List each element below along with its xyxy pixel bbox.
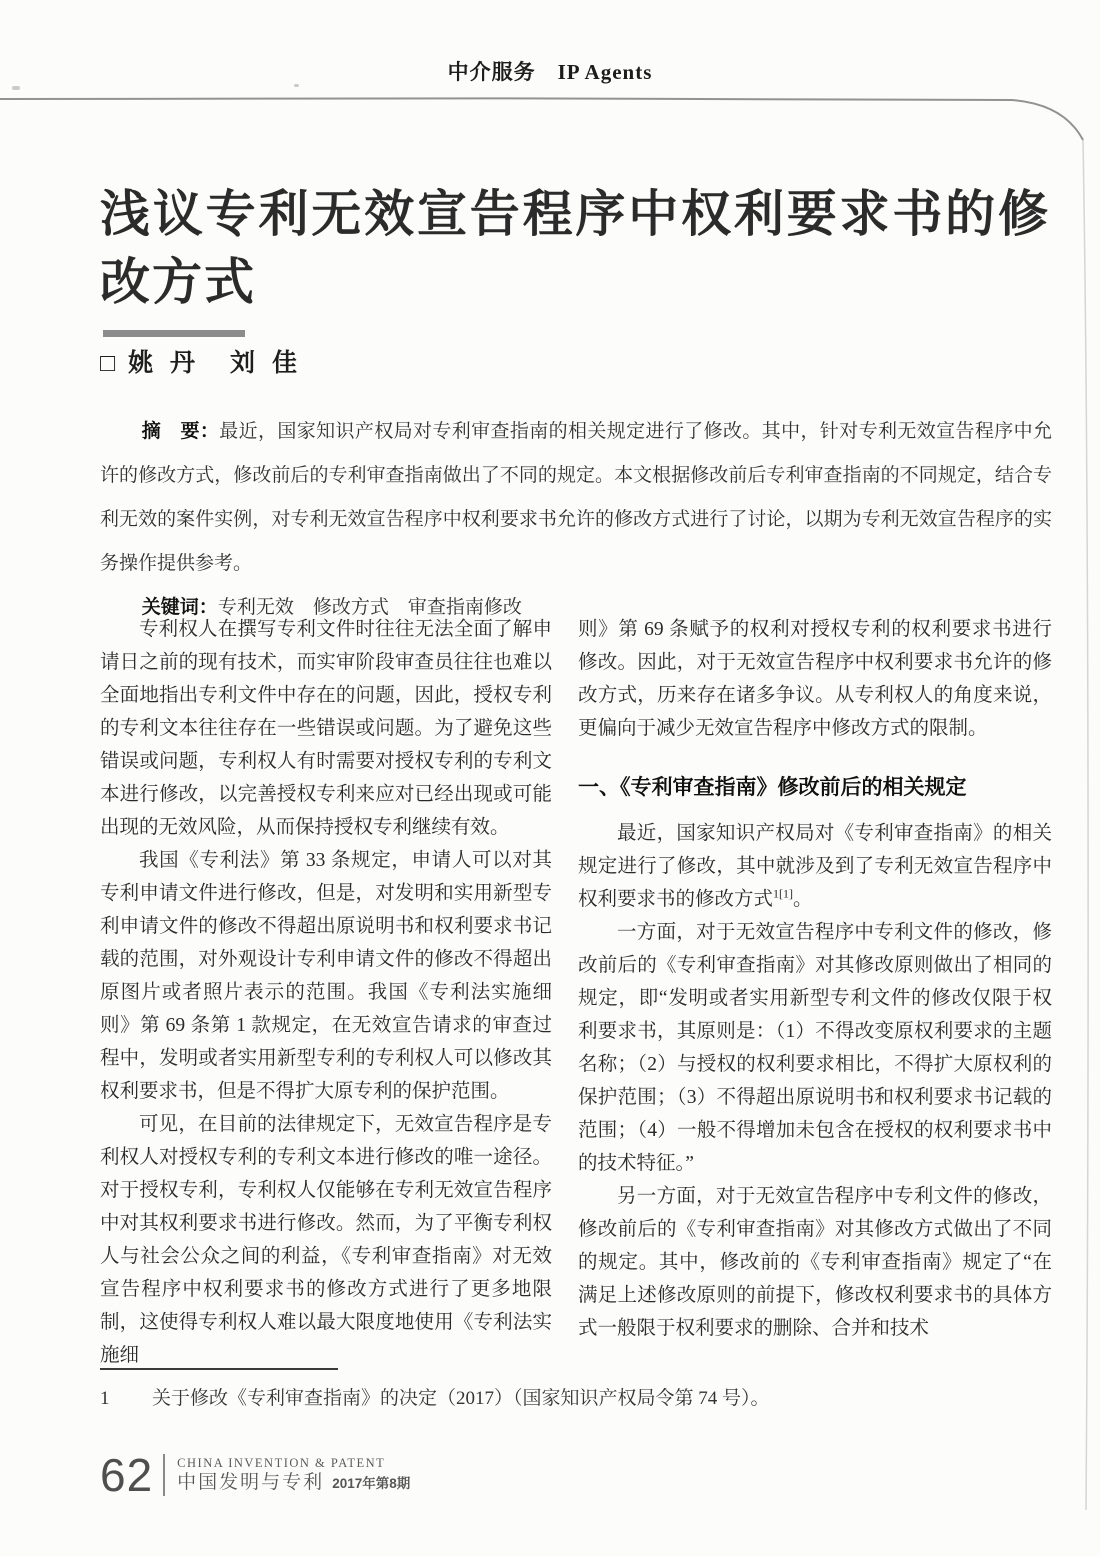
body-paragraph: 可见，在目前的法律规定下，无效宣告程序是专利权人对授权专利的专利文本进行修改的唯一途径。对于授权专利，专利权人仅能够在专利无效宣告程序中对其权利要求书进行修改。然而，为了平衡专利权人与社会公众之间的利益，《专利审查指南》对无效宣告程序中权利要求书的修改方式进行了更多地限制，这使得专利权人难以最大限度地使用《专利法实施细: [100, 1114, 552, 1366]
body-paragraph: [578, 817, 1052, 916]
body-paragraph: 另一方面，对于无效宣告程序中专利文件的修改，修改前后的《专利审查指南》对其修改方式做出了不同的规定。其中，修改前的《专利审查指南》规定了“在满足上述修改原则的前提下，修改权利要求书的具体方式一般限于权利要求的删除、合并和技术: [578, 1186, 1052, 1339]
footnote-number: 1: [100, 1388, 110, 1409]
page-footer: [100, 1449, 411, 1501]
article-title: 浅议专利无效宣告程序中权利要求书的修改方式: [100, 185, 1050, 310]
running-head: [0, 56, 1100, 86]
author-marker: □: [100, 349, 121, 377]
journal-row-cn: [177, 1471, 410, 1496]
footnote: [100, 1384, 1000, 1414]
journal-block: [177, 1455, 410, 1496]
journal-issue: 2017年第8期: [332, 1475, 411, 1491]
scan-speck: [12, 86, 20, 90]
body-paragraph: 一方面，对于无效宣告程序中专利文件的修改，修改前后的《专利审查指南》对其修改原则做出了相同的规定，即“发明或者实用新型专利文件的修改仅限于权利要求书，其原则是：（1）不得改变原权利要求的主题名称；（2）与授权的权利要求相比，不得扩大原权利的保护范围；（3）不得超出原说明书和权利要求书记载的范围；（4）一般不得增加未包含在授权的权利要求书中的技术特征。”: [578, 922, 1052, 1174]
abstract-block: [100, 410, 1052, 630]
running-head-section-cn: 中介服务: [447, 61, 536, 84]
page-number: 62: [100, 1449, 154, 1501]
paragraph-text: 。: [793, 889, 813, 910]
abstract-text: 最近，国家知识产权局对专利审查指南的相关规定进行了修改。其中，针对专利无效宣告程序中允许的修改方式，修改前后的专利审查指南做出了不同的规定。本文根据修改前后专利审查指南的不同规定，结合专利无效的案件实例，对专利无效宣告程序中权利要求书允许的修改方式进行了讨论，以期为专利无效宣告程序的实务操作提供参考。: [100, 421, 1052, 574]
footnote-text: 关于修改《专利审查指南》的决定（2017）（国家知识产权局令第 74 号）。: [152, 1388, 770, 1409]
author-line: [100, 343, 302, 379]
journal-name-en: CHINA INVENTION & PATENT: [177, 1455, 386, 1470]
header-rule: [0, 98, 1083, 140]
keywords-text: 专利无效 修改方式 审查指南修改: [217, 597, 522, 618]
page-right-edge-shadow: [1083, 140, 1088, 1510]
body-column-left: [100, 613, 552, 1372]
body-paragraph: 专利权人在撰写专利文件时往往无法全面了解申请日之前的现有技术，而实审阶段审查员往往也难以全面地指出专利文件中存在的问题，因此，授权专利的专利文本往往存在一些错误或问题。为了避免这些错误或问题，专利权人有时需要对授权专利的专利文本进行修改，以完善授权专利来应对已经出现或可能出现的无效风险，从而保持授权专利继续有效。: [100, 619, 552, 838]
journal-name-cn: 中国发明与专利: [177, 1471, 325, 1493]
paragraph-text: 最近，国家知识产权局对《专利审查指南》的相关规定进行了修改，其中就涉及到了专利无效宣告程序中权利要求书的修改方式: [578, 823, 1052, 910]
footnote-reference: 1[1]: [773, 886, 794, 901]
running-head-section-en: IP Agents: [557, 60, 653, 84]
body-paragraph: 我国《专利法》第 33 条规定，申请人可以对其专利申请文件进行修改，但是，对发明和实用新型专利申请文件的修改不得超出原说明书和权利要求书记载的范围，对外观设计专利申请文件的修改不得超出原图片或者照片表示的范围。我国《专利法实施细则》第 69 条第 1 款规定，在无效宣告请求的审查过程中，发明或者实用新型专利的专利权人可以修改其权利要求书，但是不得扩大原专利的保护范围。: [100, 850, 552, 1102]
footer-divider: [163, 1454, 165, 1496]
abstract-paragraph: [100, 410, 1052, 586]
footnote-divider: [100, 1368, 338, 1370]
section-heading: 一、《专利审查指南》修改前后的相关规定: [578, 776, 967, 799]
keywords-label: 关键词：: [141, 597, 218, 618]
body-column-right: [578, 613, 1052, 1345]
abstract-label: 摘 要：: [141, 421, 220, 442]
author-divider-bar: [103, 330, 245, 337]
body-paragraph-continuation: 则》第 69 条赋予的权利对授权专利的权利要求书进行修改。因此，对于无效宣告程序中权利要求书允许的修改方式，历来存在诸多争议。从专利权人的角度来说，更偏向于减少无效宣告程序中修改方式的限制。: [578, 619, 1052, 739]
author-names: 姚 丹 刘 佳: [128, 349, 303, 377]
